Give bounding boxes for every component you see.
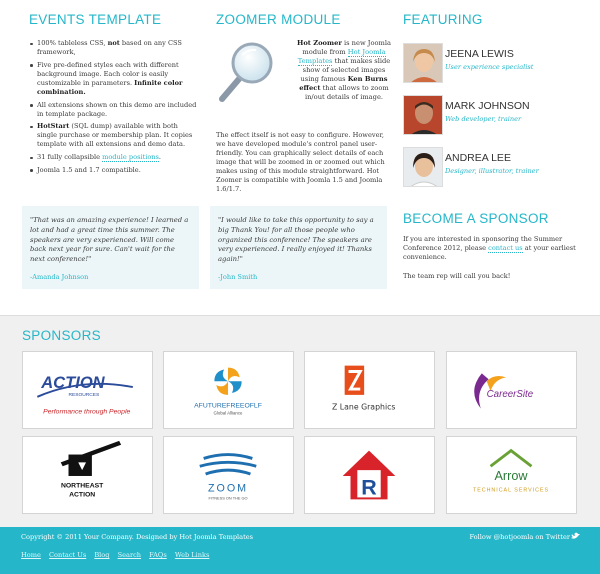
testimonial-text: "That was an amazing experience! I learned a lot and had a great time this summer. The speakers are very experienced. Will come back next year for sure. Can't wait for the next conference!"	[30, 216, 189, 264]
module-positions-link[interactable]: module positions	[102, 153, 159, 162]
features-list	[29, 39, 199, 175]
testimonial-text: "I would like to take this opportunity to say a big Thank You! for all those people who organized this conference! The speakers are very experienced. I really enjoyed it! Thanks again!"	[218, 216, 374, 264]
featuring-title: FEATURING	[403, 12, 483, 27]
events-column	[29, 12, 199, 178]
list-item: 31 fully collapsible module positions.	[29, 153, 199, 162]
sponsor-tagline: Performance through People	[43, 408, 131, 416]
speaker-card[interactable]	[403, 95, 583, 147]
sponsor-sub: Global Alliance	[213, 410, 243, 416]
sponsor-logo-arrow[interactable]	[446, 436, 577, 514]
speaker-card[interactable]	[403, 147, 583, 199]
speaker-card[interactable]	[403, 43, 583, 95]
sponsors-section	[0, 315, 600, 527]
sponsor-logo-careersite[interactable]	[446, 351, 577, 429]
speaker-name: JEENA LEWIS	[445, 48, 514, 60]
sponsor-logo-r[interactable]	[304, 436, 435, 514]
footer-link-faqs[interactable]: FAQs	[149, 551, 167, 559]
footer	[0, 527, 600, 574]
avatar	[403, 147, 443, 187]
speaker-role: Designer, illustrator, trainer	[445, 167, 539, 175]
hot-joomla-templates-link[interactable]: Hot Joomla Templates	[297, 48, 386, 65]
list-item: HotStart (SQL dump) available with both single purchase or membership plan. It copies template with all extensions and demo data.	[29, 122, 199, 149]
testimonial-card	[22, 206, 199, 289]
sponsor-name: AFUTUREFREEOFLF	[194, 402, 262, 410]
zoomer-description: The effect itself is not easy to configure. However, we have developed module's control panel user-friendly. You can graphically select details of each image that will be zoomed in or zoomed out which makes using of this module straightforward. Hot Zoomer is compatible with Joomla 1.5 and Joomla 1.6/1.7.	[216, 131, 385, 193]
avatar	[403, 95, 443, 135]
copyright: Copyright © 2011 Your Company. Designed by Hot Joomla Templates	[21, 533, 254, 541]
zoomer-intro: Hot Zoomer is new Joomla module from Hot Joomla Templates that makes slide show of selected images using famous Ken Burns effect that allows to zoom in/out details of image.	[297, 39, 391, 101]
become-sponsor-section	[403, 211, 588, 281]
list-item: Joomla 1.5 and 1.7 compatible.	[29, 166, 199, 175]
speaker-name: ANDREA LEE	[445, 152, 511, 164]
list-item: Five pre-defined styles each with different background image. Each color is easily customizable in parameters. Infinite color combination.	[29, 61, 199, 97]
speaker-name: MARK JOHNSON	[445, 100, 530, 112]
sponsor-sub: RESOURCES	[68, 392, 100, 398]
sponsor-logo-zoom[interactable]	[163, 436, 294, 514]
footer-link-home[interactable]: Home	[21, 551, 41, 559]
testimonial-card	[210, 206, 387, 289]
sponsor-sub: TECHNICAL SERVICES	[472, 487, 550, 494]
sponsor-callback-text: The team rep will call you back!	[403, 271, 511, 280]
events-title: EVENTS TEMPLATE	[29, 12, 162, 27]
sponsor-logo-northeast[interactable]	[22, 436, 153, 514]
zoomer-column	[216, 12, 391, 194]
zoomer-title: ZOOMER MODULE	[216, 12, 341, 27]
sponsor-name: R	[361, 475, 377, 500]
testimonial-author: -John Smith	[218, 272, 258, 281]
footer-link-blog[interactable]: Blog	[94, 551, 110, 559]
sponsor-logo-afuturefree[interactable]	[163, 351, 294, 429]
speaker-role: User experience specialist	[445, 63, 534, 71]
become-sponsor-title: BECOME A SPONSOR	[403, 211, 549, 226]
magnifier-icon	[216, 41, 276, 103]
sponsor-text: If you are interested in sponsoring the Summer Conference 2012, please contact us at your earliest convenience.	[403, 235, 576, 262]
twitter-bird-icon[interactable]	[571, 532, 580, 540]
footer-nav	[21, 551, 215, 559]
sponsor-name: NORTHEAST	[60, 482, 104, 490]
footer-link-search[interactable]: Search	[117, 551, 142, 559]
contact-us-link[interactable]: contact us	[488, 244, 523, 253]
avatar	[403, 43, 443, 83]
sponsor-logo-zlane[interactable]	[304, 351, 435, 429]
sponsor-name: ACTION	[41, 373, 105, 393]
sponsor-sub: ACTION	[69, 491, 96, 499]
footer-link-contact-us[interactable]: Contact Us	[48, 551, 87, 559]
sponsor-name: Arrow	[494, 468, 528, 483]
featuring-column	[403, 12, 583, 199]
sponsor-sub: FITNESS ON THE GO	[208, 495, 248, 501]
list-item: All extensions shown on this demo are included in template package.	[29, 101, 199, 119]
sponsors-title: SPONSORS	[22, 328, 101, 343]
footer-link-web-links[interactable]: Web Links	[174, 551, 210, 559]
speaker-role: Web developer, trainer	[445, 115, 522, 123]
sponsor-name: Z Lane Graphics	[331, 402, 396, 412]
sponsor-logo-action[interactable]	[22, 351, 153, 429]
sponsor-name: ZOOM	[208, 482, 248, 495]
twitter-follow-link[interactable]: Follow @hotjoomla on Twitter	[469, 533, 570, 541]
sponsor-name: CareerSite	[486, 388, 534, 400]
testimonial-author: -Amanda Johnson	[30, 272, 89, 281]
list-item: 100% tableless CSS, not based on any CSS framework,	[29, 39, 199, 57]
